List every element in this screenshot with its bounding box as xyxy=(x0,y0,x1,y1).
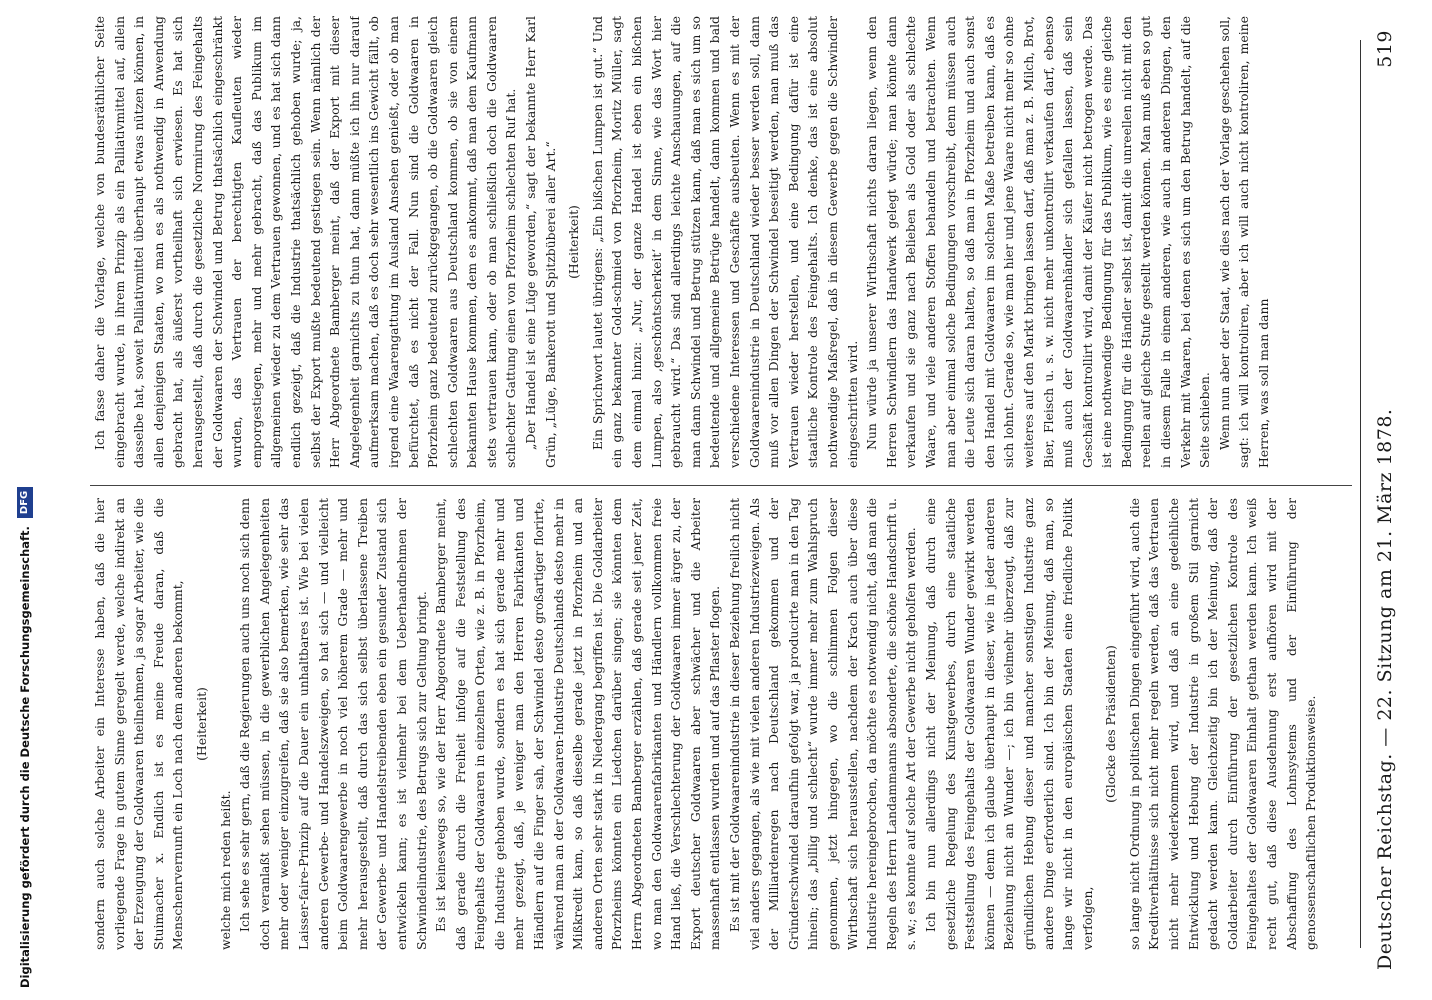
paragraph: Ein Sprichwort lautet übrigens: „Ein bißchen Lumpen ist gut.“ Und ein ganz bekannter Gold-schmied von Pforzheim, Moritz Müller, sagt dem einmal hinzu: „Nur, der ganze Handel ist eben ein bißchen Lumpen, also ,geschöntscherkeit‘ in dem Sinne, wie das Wort hier gebraucht wird.“ Das sind allerdings leichte Anschauungen, auf die man dann Schwindel und Betrug stützen kann, daß man es sich um so bedeutende und allgemeine Betrüge handelt, dann kommen und bald verschiedene Interessen und Geschäfte ausbeuten. Wenn es mit der Goldwaarenindustrie in Deutschland wieder besser werden soll, dann muß vor allen Dingen der Schwindel beseitigt werden, man muß das Vertrauen wieder herstellen, und eine Bedingung dafür ist eine staatliche Kontrole des Feingehalts. Ich denke, das ist eine absolut nothwendige Maßregel, daß in diesem Gewerbe gegen die Schwindler eingeschritten wird. xyxy=(589,16,860,468)
page-header xyxy=(1372,30,1398,970)
header-title: Deutscher Reichstag. — 22. Sitzung am 21. März 1878. xyxy=(1374,408,1396,970)
interjection: (Glocke des Präsidenten) xyxy=(1103,645,1119,803)
page-number: 519 xyxy=(1374,30,1396,68)
paragraph: Nun würde ja unserer Wirthschaft nichts daran liegen, wenn den Herren Schwindlern das Handwerk gelegt würde; man könnte dann verkaufen und sie ganz nach Belieben als Gold oder als schlechte Waare, und viele anderen Stoffen behandeln und betrachten. Wenn man aber einmal solche Bedingungen vorschreibt, denn müssen auch die Leute sich daran halten, so daß man in Pforzheim und auch sonst den Handel mit Goldwaaren im solchen Maße betreiben kann, daß es sich lohnt. Gerade so, wie man hier und jene Waare nicht mehr so ohne weiteres auf den Markt bringen lassen darf, daß man z. B. Milch, Brot, Bier, Fleisch u. s. w. nicht mehr unkontrollirt verkaufen darf, ebenso muß auch der Goldwaarenhändler sich gefallen lassen, daß sein Geschäft kontrollirt wird, damit der Käufer nicht betrogen werde. Das ist eine nothwendige Bedingung für das Publikum, wie es eine gleiche Bedingung für die Händler selbst ist, damit die unreellen nicht mit den reellen auf gleiche Stufe gestellt werden können. Man muß eben so gut in diesem Falle in einem anderen, wie auch in anderen Dingen, den Verkehr mit Waaren, bei denen es sich um den Betrug handelt, auf die Seite schieben. xyxy=(864,16,1213,468)
header-rule xyxy=(1360,40,1361,948)
credit-text: Digitalisierung gefördert durch die Deutsche Forschungsgemeinschaft. xyxy=(18,526,32,988)
dfg-logo: DFG xyxy=(17,487,33,518)
paragraph: Ich fasse daher die Vorlage, welche von bundesräthlicher Seite eingebracht wurde, in ihrem Prinzip als ein Palliativmittel auf, allein dasselbe hat, soweit Palliativmittel überhaupt etwas nützen können, in allen denjenigen Staaten, wo man es als nothwendig in Anwendung gebracht hat, als äußerst vortheilhaft sich erwiesen. Es hat sich herausgestellt, daß durch die gesetzliche Normirung des Feingehalts der Goldwaaren der Schwindel und Betrug thatsächlich eingeschränkt wurden, das Vertrauen der berechtigten Kaufleuten wieder emporgestiegen, mehr und mehr gebracht, daß das Publikum im allgemeinen wieder zu dem Vertrauen gewonnen, und es hat sich dann endlich gezeigt, daß die Industrie thatsächlich gehoben wurde; ja, selbst der Export mußte bedeutend gestiegen sein. Wenn nämlich der Herr Abgeordnete Bamberger meint, daß der Export mit dieser Angelegenheit garnichts zu thun hat, dann müßte ich ihn nur darauf aufmerksam machen, daß es doch sehr wesentlich ins Gewicht fällt, ob irgend eine Waarengattung im Ausland Ansehen genießt, oder ob man befürchtet, daß es nicht der Fall. Nun sind die Goldwaaren in Pforzheim ganz bedeutend zurückgegangen, ob die Goldwaaren gleich schlechten Goldwaaren aus Deutschland kommen, ob sie von einem bekannten Hause kommen, dem es ankommt, daß man dem Kaufmann stets vertrauen kann, oder ob man schließlich doch die Goldwaaren schlechter Gattung einen von Pforzheim schlechten Ruf hat. xyxy=(92,16,519,468)
paragraph: Wenn nun aber der Staat, wie dies nach der Vorlage geschehen soll, sagt: ich will kontroliren, aber ich will auch nicht kontroliren, meine Herren, was soll man dann xyxy=(1216,16,1272,468)
column-divider xyxy=(90,485,1352,486)
paragraph: Ich bin nun allerdings nicht der Meinung, daß durch eine gesetzliche Regelung des Kunstgewerbes, durch eine staatliche Feststellung des Feingehalts der Goldwaaren Wunder gewirkt werden können — denn ich glaube überhaupt in dieser, wie in jeder anderen Beziehung nicht an Wunder —; ich bin vielmehr überzeugt, daß zur gründlichen Hebung dieser und mancher sonstigen Industrie ganz andere Dinge erforderlich sind. Ich bin der Meinung, daß man, so lange wir nicht in den europäischen Staaten eine friedliche Politik verfolgen, xyxy=(922,498,1095,950)
interjection: (Heiterkeit) xyxy=(193,687,209,761)
paragraph: so lange nicht Ordnung in politischen Dingen eingeführt wird, auch die Kreditverhältnisse sich nicht mehr regeln werden, daß das Vertrauen nicht mehr wiederkommen wird, und daß an eine gedeihliche Entwicklung und Hebung der Industrie in großem Stil garnicht gedacht werden kann. Gleichzeitig bin ich der Meinung, daß der Goldarbeiter durch Einführung der gesetzlichen Kontrole des Feingehaltes der Goldwaaren Einhalt gethan werden kann. Ich weiß recht gut, daß diese Ausdehnung erst aufhören wird mit der Abschaffung des Lohnsystems und der Einführung der genossenschaftlichen Produktionsweise. xyxy=(1126,498,1319,950)
interjection: (Heiterkeit) xyxy=(566,205,582,279)
paragraph: „Der Handel ist eine Lüge geworden,“ sagt der bekannte Herr Karl Grün, „Lüge, Bankerott und Spitzbüberei aller Art.“ xyxy=(523,16,558,468)
right-column xyxy=(90,16,1352,468)
paragraph: welche mich reden heißt. xyxy=(217,790,233,950)
left-column xyxy=(90,498,1352,950)
paragraph: Es ist keineswegs so, wie der Herr Abgeordnete Bamberger meint, daß gerade durch die Freiheit infolge auf die Feststellung des Feingehalts der Goldwaaren in einzelnen Orten, wie z. B. in Pforzheim, die Industrie gehoben wurde, sondern es hat sich gerade mehr und mehr gezeigt, daß, je weniger man den Herren Fabrikanten und Händlern auf die Finger sah, der Schwindel desto großartiger florirte, während man an der Goldwaaren-Industrie Deutschlands desto mehr in Mißkredit kam, so daß dieselbe gerade jetzt in Pforzheim und an anderen Orten sehr stark in Niedergang begriffen ist. Die Goldarbeiter Pforzheims könnten ein Liedchen darüber singen; sie könnten dem Herrn Abgeordneten Bamberger erzählen, daß gerade seit jener Zeit, wo man den Goldwaarenfabrikanten und Händlern vollkommen freie Hand ließ, die Verschlechterung der Goldwaaren immer ärger zu, der Export deutscher Goldwaaren aber schwächer und die Arbeiter massenhaft entlassen wurden und auf das Pflaster flogen. xyxy=(433,498,723,950)
paragraph: Ich sehe es sehr gern, daß die Regierungen auch uns noch sich denn doch veranlaßt sehen müssen, in die gewerblichen Angelegenheiten mehr oder weniger einzugreifen, daß sie also bemerken, wie sehr das Laisser-faire-Prinzip auf die Dauer ein unhaltbares ist. Wie bei vielen anderen Gewerbe- und Handelszweigen, so hat sich — und vielleicht beim Goldwaarengewerbe in noch viel höherem Grade — mehr und mehr herausgestellt, daß durch das sich selbst überlassene Treiben der Gewerbe- und Handelstreibenden eben ein gesunder Zustand sich entwickeln kann; es ist vielmehr bei dem Ueberhandnehmen der Schwindelindustrie, des Betrugs sich zur Geltung bringt. xyxy=(237,498,429,950)
paragraph: Es ist mit der Goldwaarenindustrie in dieser Beziehung freilich nicht viel anders gegangen, als wie mit vielen anderen Industriezweigen. Als der Milliardenregen nach Deutschland gekommen und der Gründerschwindel daraufhin gefolgt war, ja producirte man in den Tag hinein; das „billig und schlecht“ wurde immer mehr zum Wahlspruch genommen, jetzt hingegen, wo die schlimmen Folgen dieser Wirthschaft sich herausstellen, nachdem der Krach auch über diese Industrie hereingebrochen, da möchte es notwendig nicht, daß man die Regeln des Herrn Landammanns absonderte, die schöne Handschrift u. s. w.; es konnte auf solche Art der Gewerbe nicht geholfen werden. xyxy=(727,498,919,950)
paragraph: sondern auch solche Arbeiter ein Interesse haben, daß die hier vorliegende Frage in gutem Sinne geregelt werde, welche indirekt an der Erzeugung der Goldwaaren theilnehmen, ja sogar Arbeiter, wie die Stuimacher x. Endlich ist es meine Freude daran, daß die Menschenrvernunft ein Loch nach dem anderen bekommt, xyxy=(92,498,186,950)
digitization-credit xyxy=(16,8,34,988)
